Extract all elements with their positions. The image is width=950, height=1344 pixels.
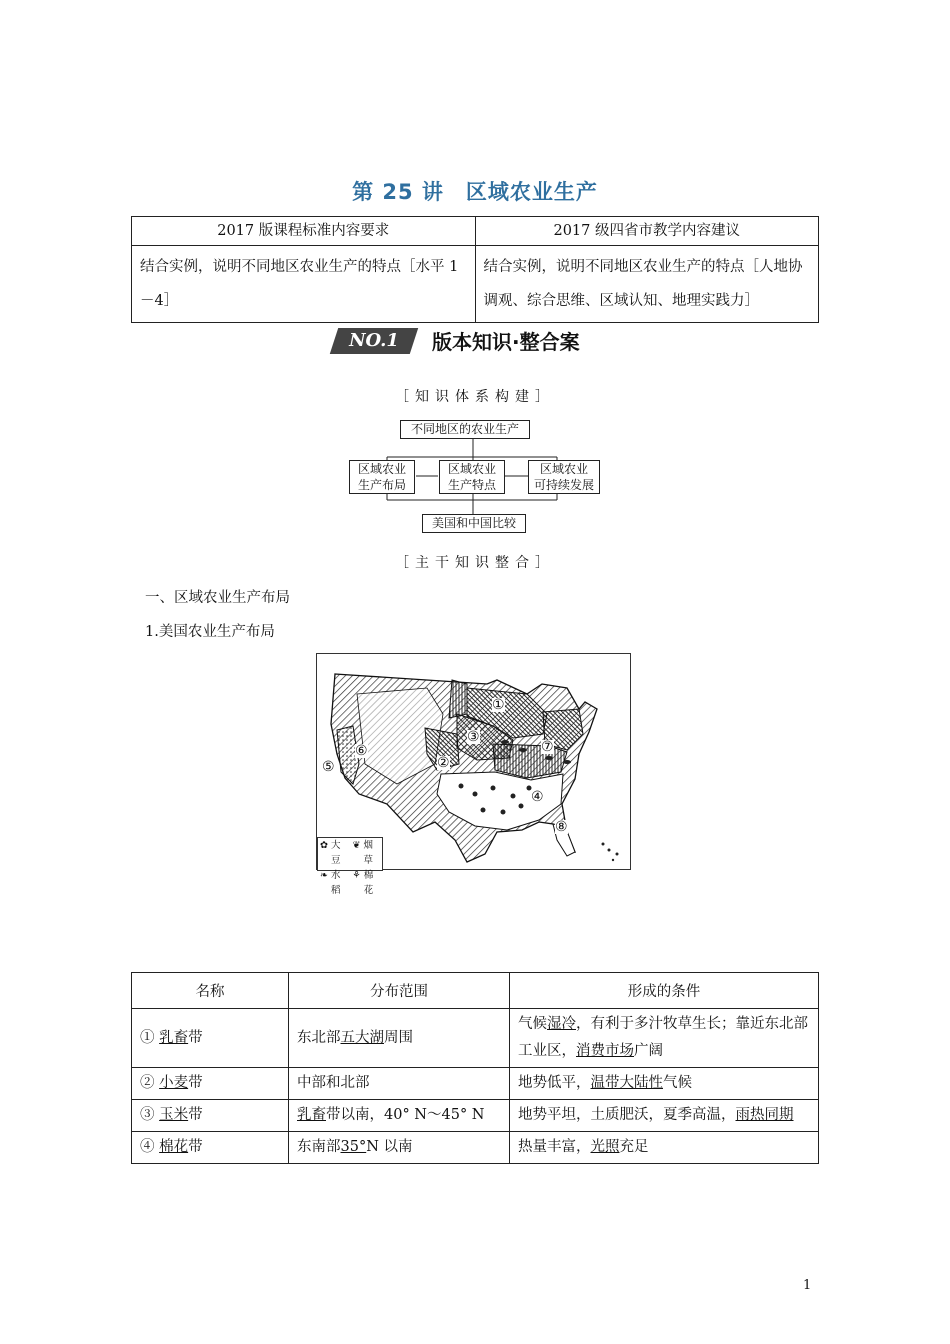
diagram-right-node: 区域农业 可持续发展 [528, 460, 600, 494]
map-label-7: ⑦ [541, 739, 554, 755]
belt-name: ① 乳畜带 [132, 1009, 289, 1068]
belt-conditions: 地势低平，温带大陆性气候 [510, 1068, 819, 1100]
belt-name: ② 小麦带 [132, 1068, 289, 1100]
map-label-1: ① [492, 697, 505, 713]
standards-header-2: 2017 级四省市教学内容建议 [475, 217, 819, 246]
usa-agriculture-map [316, 653, 631, 896]
banner-title: 版本知识·整合案 [432, 330, 580, 354]
standards-body-1: 结合实例，说明不同地区农业生产的特点［水平 1－4］ [132, 246, 476, 323]
belt-range: 东北部五大湖周围 [289, 1009, 510, 1068]
belt-range: 东南部35°N 以南 [289, 1132, 510, 1164]
header-conditions: 形成的条件 [510, 973, 819, 1009]
agriculture-belts-table [131, 972, 819, 1164]
belt-conditions: 热量丰富，光照充足 [510, 1132, 819, 1164]
map-legend: ✿ 大豆 ❦ 烟草 ❧ 水稻 ⚘ 棉花 [317, 837, 383, 871]
belt-name: ③ 玉米带 [132, 1100, 289, 1132]
belt-range: 中部和北部 [289, 1068, 510, 1100]
diagram-bottom-node: 美国和中国比较 [422, 514, 526, 533]
table-row [132, 1100, 819, 1132]
table-row [132, 1068, 819, 1100]
belt-range: 乳畜带以南，40° N～45° N [289, 1100, 510, 1132]
rice-icon: ❧ [320, 870, 328, 881]
banner-badge: NO.1 [330, 328, 418, 354]
soybean-icon: ✿ [320, 840, 328, 851]
section-main-knowledge: ［主干知识整合］ [395, 555, 555, 571]
table-row [132, 1009, 819, 1068]
section-knowledge-system: ［知识体系构建］ [395, 389, 555, 405]
standards-table [131, 216, 819, 323]
table-row [132, 1132, 819, 1164]
belt-name: ④ 棉花带 [132, 1132, 289, 1164]
map-label-2: ② [437, 755, 450, 771]
map-label-6: ⑥ [355, 743, 368, 759]
map-label-5: ⑤ [322, 759, 335, 775]
header-name: 名称 [132, 973, 289, 1009]
standards-header-1: 2017 版课程标准内容要求 [132, 217, 476, 246]
standards-body-2: 结合实例，说明不同地区农业生产的特点［人地协调观、综合思维、区域认知、地理实践力］ [475, 246, 819, 323]
page-number: 1 [803, 1278, 812, 1293]
diagram-top-node: 不同地区的农业生产 [400, 420, 530, 439]
header-range: 分布范围 [289, 973, 510, 1009]
page-title: 第 25 讲 区域农业生产 [352, 180, 598, 204]
map-label-4: ④ [531, 789, 544, 805]
diagram-left-node: 区域农业 生产布局 [349, 460, 415, 494]
diagram-middle-node: 区域农业 生产特点 [439, 460, 505, 494]
belt-conditions: 地势平坦，土质肥沃，夏季高温，雨热同期 [510, 1100, 819, 1132]
map-label-3: ③ [467, 729, 480, 745]
map-label-8: ⑧ [555, 819, 568, 835]
tobacco-icon: ❦ [352, 840, 361, 851]
heading-2: 1.美国农业生产布局 [145, 624, 275, 640]
belt-conditions: 气候湿冷，有利于多汁牧草生长；靠近东北部工业区，消费市场广阔 [510, 1009, 819, 1068]
heading-1: 一、区域农业生产布局 [145, 590, 290, 606]
cotton-icon: ⚘ [352, 870, 361, 881]
